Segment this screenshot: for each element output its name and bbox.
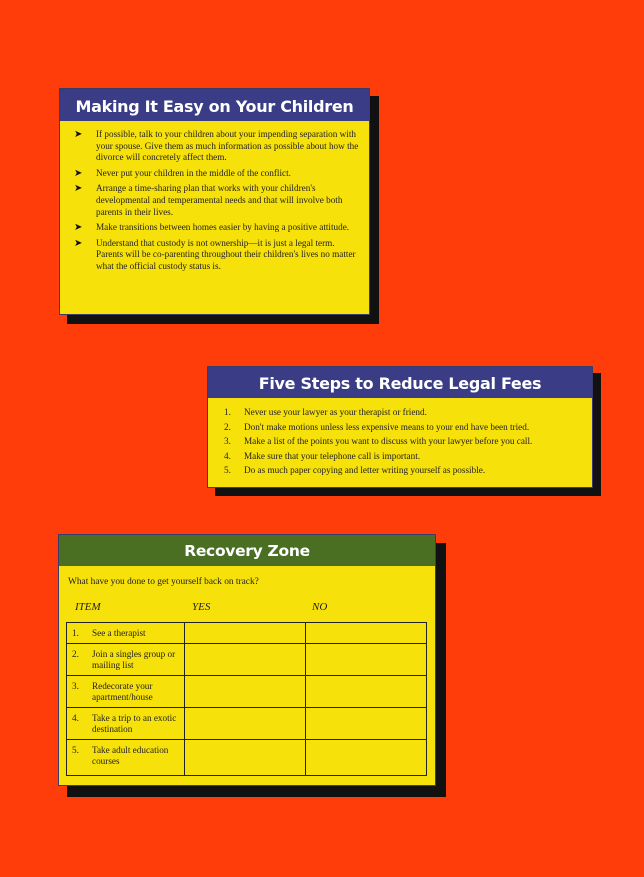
recovery-zone-box bbox=[58, 534, 446, 797]
arrow-bullet-icon: ➤ bbox=[74, 237, 83, 249]
table-row bbox=[67, 708, 427, 740]
no-checkbox-cell[interactable] bbox=[306, 676, 427, 708]
step-number: 3. bbox=[224, 436, 231, 447]
list-item-text: Never put your children in the middle of the conflict. bbox=[96, 167, 291, 178]
list-item bbox=[74, 183, 362, 218]
item-cell bbox=[67, 708, 185, 740]
row-number: 3. bbox=[72, 681, 79, 691]
list-item bbox=[222, 449, 588, 464]
children-tips-title: Making It Easy on Your Children bbox=[60, 89, 369, 121]
no-column-header: NO bbox=[312, 601, 328, 613]
yes-column-header: YES bbox=[192, 601, 211, 613]
list-item-text: Do as much paper copying and letter writing yourself as possible. bbox=[244, 465, 486, 476]
row-number: 2. bbox=[72, 649, 79, 659]
legal-fees-list bbox=[222, 405, 588, 478]
list-item-text: Make transitions between homes easier by having a positive attitude. bbox=[96, 222, 350, 233]
item-label: See a therapist bbox=[92, 628, 146, 638]
no-checkbox-cell[interactable] bbox=[306, 708, 427, 740]
recovery-question: What have you done to get yourself back on track? bbox=[68, 577, 259, 587]
list-item bbox=[222, 463, 588, 478]
list-item-text: Understand that custody is not ownership—it is just a legal term. Parents will be co-parenting throughout their children's lives no matter what the official custody status is. bbox=[96, 237, 356, 271]
item-label: Take adult education courses bbox=[92, 745, 169, 767]
table-row bbox=[67, 644, 427, 676]
box-panel bbox=[59, 88, 370, 315]
item-label: Join a singles group or mailing list bbox=[92, 649, 176, 671]
list-item bbox=[74, 222, 362, 234]
step-number: 1. bbox=[224, 407, 231, 417]
list-item bbox=[74, 129, 362, 164]
step-number: 2. bbox=[224, 421, 231, 432]
yes-checkbox-cell[interactable] bbox=[185, 644, 306, 676]
children-tips-list bbox=[74, 129, 362, 277]
yes-checkbox-cell[interactable] bbox=[185, 623, 306, 644]
row-number: 4. bbox=[72, 713, 79, 723]
legal-fees-box bbox=[207, 366, 601, 496]
children-tips-box bbox=[59, 88, 379, 324]
list-item-text: Arrange a time-sharing plan that works with your children's developmental and temperamental needs and that will involve both parents in their lives. bbox=[96, 183, 343, 217]
table-row bbox=[67, 676, 427, 708]
recovery-checklist-table bbox=[66, 622, 427, 776]
list-item bbox=[74, 238, 362, 273]
no-checkbox-cell[interactable] bbox=[306, 623, 427, 644]
arrow-bullet-icon: ➤ bbox=[74, 183, 83, 195]
yes-checkbox-cell[interactable] bbox=[185, 740, 306, 776]
list-item-text: Make a list of the points you want to discuss with your lawyer before you call. bbox=[244, 436, 533, 447]
item-label: Take a trip to an exotic destination bbox=[92, 713, 177, 735]
item-label: Redecorate your apartment/house bbox=[92, 681, 153, 703]
item-cell bbox=[67, 644, 185, 676]
list-item bbox=[222, 405, 588, 420]
list-item-text: Make sure that your telephone call is important. bbox=[244, 450, 421, 461]
no-checkbox-cell[interactable] bbox=[306, 644, 427, 676]
box-panel bbox=[207, 366, 593, 488]
row-number: 1. bbox=[72, 628, 79, 638]
table-row bbox=[67, 740, 427, 776]
list-item-text: If possible, talk to your children about your impending separation with your spouse. Give them as much information as possible about how the divorce will concretely affect them. bbox=[96, 129, 359, 163]
row-number: 5. bbox=[72, 745, 79, 755]
no-checkbox-cell[interactable] bbox=[306, 740, 427, 776]
table-row bbox=[67, 623, 427, 644]
list-item bbox=[74, 168, 362, 180]
item-column-header: ITEM bbox=[75, 601, 101, 613]
arrow-bullet-icon: ➤ bbox=[74, 167, 83, 179]
list-item bbox=[222, 420, 588, 435]
yes-checkbox-cell[interactable] bbox=[185, 708, 306, 740]
step-number: 5. bbox=[224, 465, 231, 476]
recovery-zone-title: Recovery Zone bbox=[59, 535, 435, 566]
item-cell bbox=[67, 740, 185, 776]
step-number: 4. bbox=[224, 450, 231, 461]
box-panel bbox=[58, 534, 436, 786]
list-item bbox=[222, 434, 588, 449]
arrow-bullet-icon: ➤ bbox=[74, 222, 83, 234]
arrow-bullet-icon: ➤ bbox=[74, 129, 83, 140]
item-cell bbox=[67, 676, 185, 708]
yes-checkbox-cell[interactable] bbox=[185, 676, 306, 708]
list-item-text: Never use your lawyer as your therapist or friend. bbox=[244, 407, 427, 417]
item-cell bbox=[67, 623, 185, 644]
list-item-text: Don't make motions unless less expensive means to your end have been tried. bbox=[244, 421, 530, 432]
legal-fees-title: Five Steps to Reduce Legal Fees bbox=[208, 367, 592, 398]
